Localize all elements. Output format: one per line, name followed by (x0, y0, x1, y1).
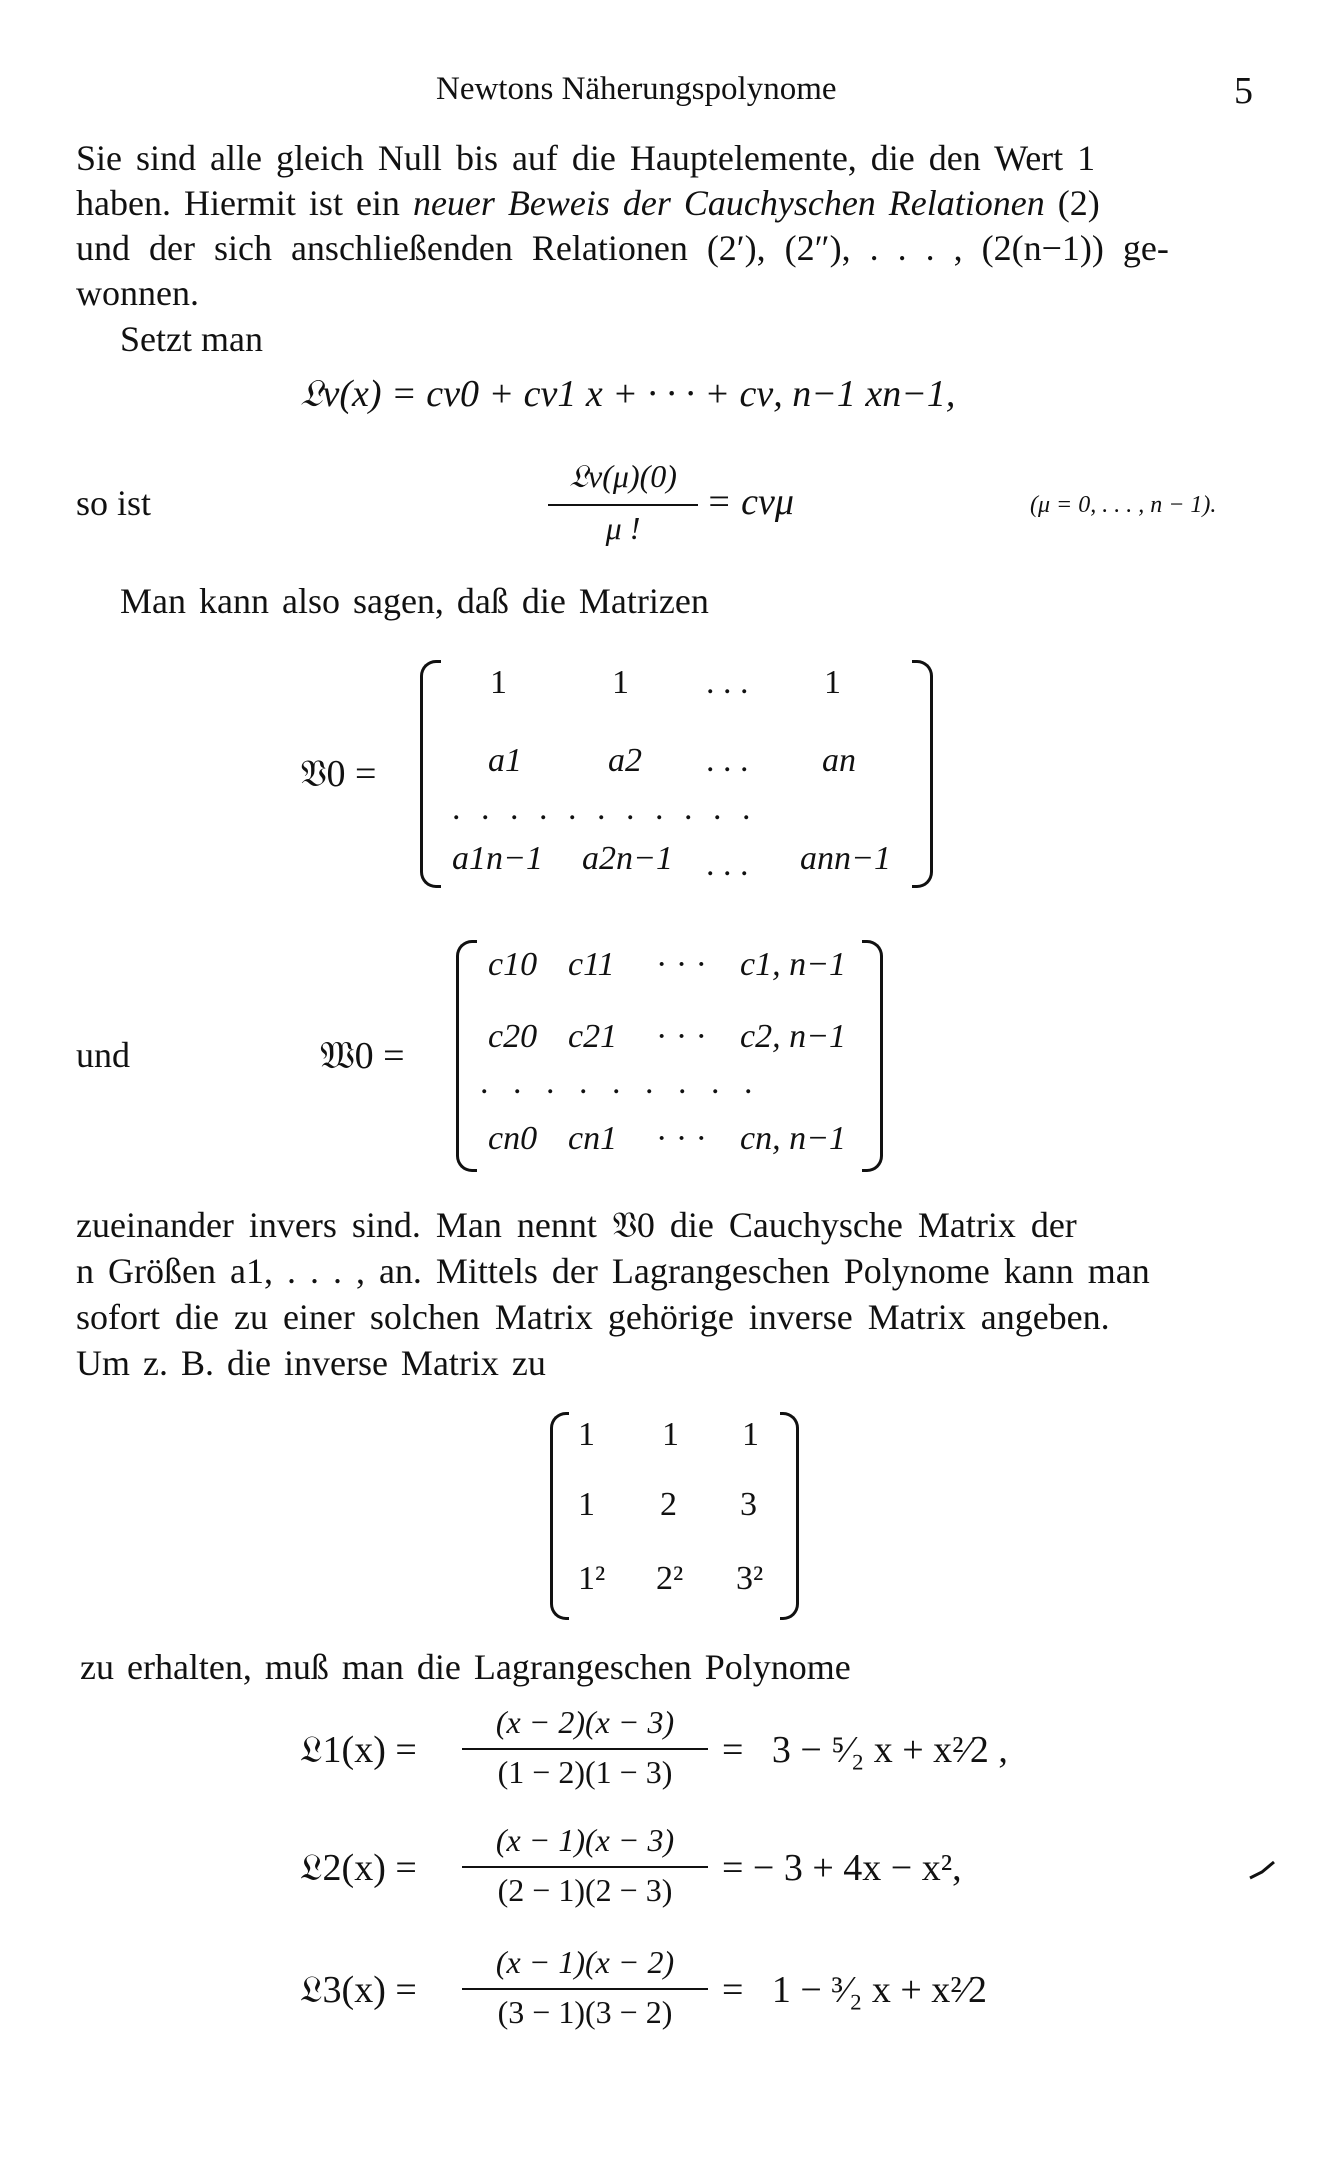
lagrange-1-fraction-line (462, 1748, 708, 1750)
lagrange-2-lhs: 𝔏2(x) = (300, 1847, 417, 1889)
matrix-v-cell: . . . (706, 846, 749, 883)
matrix-v-label: 𝔙0 = (300, 753, 377, 795)
matrix-v-cell: 1 (824, 664, 841, 701)
example-matrix-right-bracket (780, 1412, 799, 1620)
para4-line1: zueinander invers sind. Man nennt 𝔙0 die Cauchysche Matrix der (76, 1205, 1077, 1245)
matrix-w-cell: cn1 (568, 1120, 618, 1157)
para4-line2: n Größen a1, . . . , an. Mittels der Lagrangeschen Polynome kann man (76, 1251, 1150, 1291)
matrix-w-cell: · · · (656, 1120, 707, 1157)
example-matrix-cell: 2 (660, 1486, 677, 1523)
example-matrix-left-bracket (550, 1412, 569, 1620)
para1-line2-end: (2) (1044, 183, 1100, 223)
eq2-numerator: 𝔏ν(μ)(0) (569, 458, 677, 494)
matrix-w-cell: cn0 (488, 1120, 538, 1157)
lagrange-1-denominator: (1 − 2)(1 − 3) (497, 1754, 673, 1790)
example-matrix-cell: 2² (656, 1560, 684, 1597)
lagrange-3-denominator: (3 − 1)(3 − 2) (497, 1994, 673, 2030)
page-number: 5 (1234, 70, 1253, 112)
setzt-man: Setzt man (120, 319, 263, 359)
example-matrix-cell: 3² (736, 1560, 764, 1597)
eq2-rhs: = cνμ (706, 481, 794, 523)
example-matrix-cell: 1 (742, 1416, 759, 1453)
example-matrix-cell: 1 (578, 1486, 595, 1523)
matrix-w-cell: · · · (656, 946, 707, 983)
example-matrix-cell: 3 (740, 1486, 757, 1523)
matrix-v-cell: a2n−1 (582, 840, 673, 877)
so-ist: so ist (76, 483, 152, 523)
matrix-v-right-bracket (912, 660, 933, 888)
matrix-w-dots-row: . . . . . . . . . (480, 1064, 761, 1101)
matrix-v-cell: a1 (488, 742, 522, 779)
para4-line3: sofort die zu einer solchen Matrix gehörige inverse Matrix angeben. (76, 1297, 1110, 1337)
matrix-v-cell: a1n−1 (452, 840, 543, 877)
matrix-v-left-bracket (420, 660, 441, 888)
matrix-w-cell: · · · (656, 1018, 707, 1055)
eq2-denominator: μ ! (605, 510, 641, 546)
lagrange-2-denominator: (2 − 1)(2 − 3) (497, 1872, 673, 1908)
matrix-v-cell: . . . (706, 664, 749, 701)
matrix-w-left-bracket (456, 940, 477, 1172)
lagrange-1-rhs: = 3 − ⁵⁄₂ x + x²⁄2 , (722, 1729, 1008, 1771)
matrix-w-cell: c20 (488, 1018, 538, 1055)
matrix-w-cell: c2, n−1 (740, 1018, 847, 1055)
matrix-v-cell: . . . (706, 742, 749, 779)
example-matrix-cell: 1² (578, 1560, 606, 1597)
matrix-w-label: 𝔚0 = (320, 1035, 405, 1077)
para1-line2-start: haben. Hiermit ist ein (76, 183, 413, 223)
eq2-fraction-line (548, 504, 698, 506)
lagrange-2-rhs: = − 3 + 4x − x², (722, 1847, 962, 1889)
matrix-v-dots-row: . . . . . . . . . . . (452, 790, 757, 827)
para1-line1: Sie sind alle gleich Null bis auf die Hauptelemente, die den Wert 1 (76, 138, 1096, 178)
matrix-w-cell: c1, n−1 (740, 946, 847, 983)
para4-line4: Um z. B. die inverse Matrix zu (76, 1343, 546, 1383)
matrix-w-cell: cn, n−1 (740, 1120, 847, 1157)
para3-text: Man kann also sagen, daß die Matrizen (120, 581, 709, 621)
margin-tick-mark-icon (1248, 1858, 1278, 1882)
lagrange-1-lhs: 𝔏1(x) = (300, 1729, 417, 1771)
para5-text: zu erhalten, muß man die Lagrangeschen Polynome (80, 1647, 851, 1687)
para1-line2 (76, 180, 1100, 226)
running-title: Newtons Näherungspolynome (436, 71, 837, 107)
matrix-w-cell: c10 (488, 946, 538, 983)
matrix-w-right-bracket (862, 940, 883, 1172)
matrix-v-cell: a2 (608, 742, 642, 779)
para1-line3: und der sich anschließenden Relationen (2′), (2″), . . . , (2(n−1)) ge- (76, 228, 1169, 268)
matrix-v-cell: 1 (490, 664, 507, 701)
lagrange-3-fraction-line (462, 1988, 708, 1990)
und-label: und (76, 1035, 130, 1075)
lagrange-3-rhs: = 1 − ³⁄₂ x + x²⁄2 (722, 1969, 988, 2011)
lagrange-2-numerator: (x − 1)(x − 3) (495, 1822, 675, 1858)
example-matrix-cell: 1 (662, 1416, 679, 1453)
para1-line2-italic: neuer Beweis der Cauchyschen Relationen (412, 183, 1045, 223)
matrix-w-cell: c11 (568, 946, 615, 983)
lagrange-1-numerator: (x − 2)(x − 3) (495, 1704, 675, 1740)
eq2-range: (μ = 0, . . . , n − 1). (1030, 492, 1217, 518)
lagrange-2-fraction-line (462, 1866, 708, 1868)
para1-line4: wonnen. (76, 273, 199, 313)
matrix-w-cell: c21 (568, 1018, 618, 1055)
matrix-v-cell: an (822, 742, 856, 779)
equation-lv: 𝔏ν(x) = cν0 + cν1 x + · · · + cν, n−1 xn−1, (300, 373, 956, 415)
lagrange-3-numerator: (x − 1)(x − 2) (495, 1944, 675, 1980)
example-matrix-cell: 1 (578, 1416, 595, 1453)
matrix-v-cell: ann−1 (800, 840, 891, 877)
lagrange-3-lhs: 𝔏3(x) = (300, 1969, 417, 2011)
matrix-v-cell: 1 (612, 664, 629, 701)
